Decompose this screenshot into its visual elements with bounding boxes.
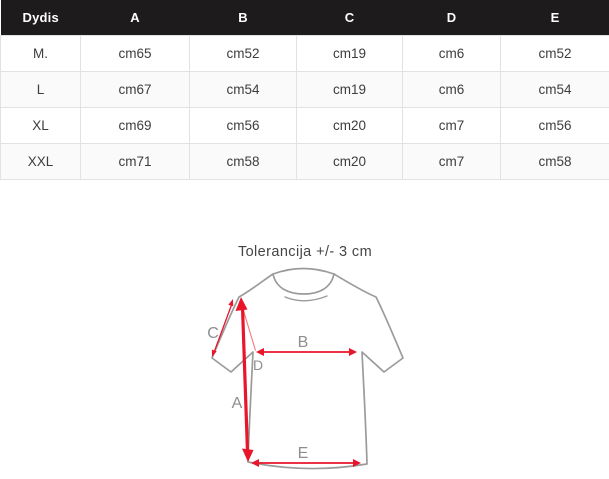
header-cell-a: A	[81, 0, 190, 36]
measurement-cell: cm6	[403, 36, 501, 72]
header-cell-e: E	[501, 0, 609, 36]
label-c: C	[207, 325, 219, 342]
header-cell-size: Dydis	[1, 0, 81, 36]
collar-front-line	[273, 274, 334, 294]
size-label: M.	[1, 36, 81, 72]
label-a: A	[231, 395, 243, 412]
measurement-cell: cm19	[297, 36, 403, 72]
measurement-cell: cm56	[190, 108, 297, 144]
header-cell-b: B	[190, 0, 297, 36]
label-d: D	[252, 357, 264, 373]
measurement-cell: cm52	[501, 36, 609, 72]
measurement-cell: cm71	[81, 144, 190, 180]
header-cell-c: C	[297, 0, 403, 36]
measurement-cell: cm58	[501, 144, 609, 180]
measurement-cell: cm19	[297, 72, 403, 108]
collar-stitch-line	[285, 296, 327, 301]
size-label: XXL	[1, 144, 81, 180]
measurement-cell: cm52	[190, 36, 297, 72]
size-label: XL	[1, 108, 81, 144]
measurement-cell: cm65	[81, 36, 190, 72]
measurement-cell: cm67	[81, 72, 190, 108]
measurement-cell: cm54	[501, 72, 609, 108]
measurement-cell: cm20	[297, 108, 403, 144]
measurement-cell: cm56	[501, 108, 609, 144]
measurement-cell: cm7	[403, 144, 501, 180]
measurement-cell: cm20	[297, 144, 403, 180]
measurement-cell: cm58	[190, 144, 297, 180]
measurement-cell: cm6	[403, 72, 501, 108]
label-b: B	[297, 334, 309, 351]
label-e: E	[297, 445, 309, 462]
header-cell-d: D	[403, 0, 501, 36]
tolerance-note: Tolerancija +/- 3 cm	[237, 244, 373, 260]
measurement-cell: cm54	[190, 72, 297, 108]
measurement-cell: cm7	[403, 108, 501, 144]
size-label: L	[1, 72, 81, 108]
measurement-cell: cm69	[81, 108, 190, 144]
